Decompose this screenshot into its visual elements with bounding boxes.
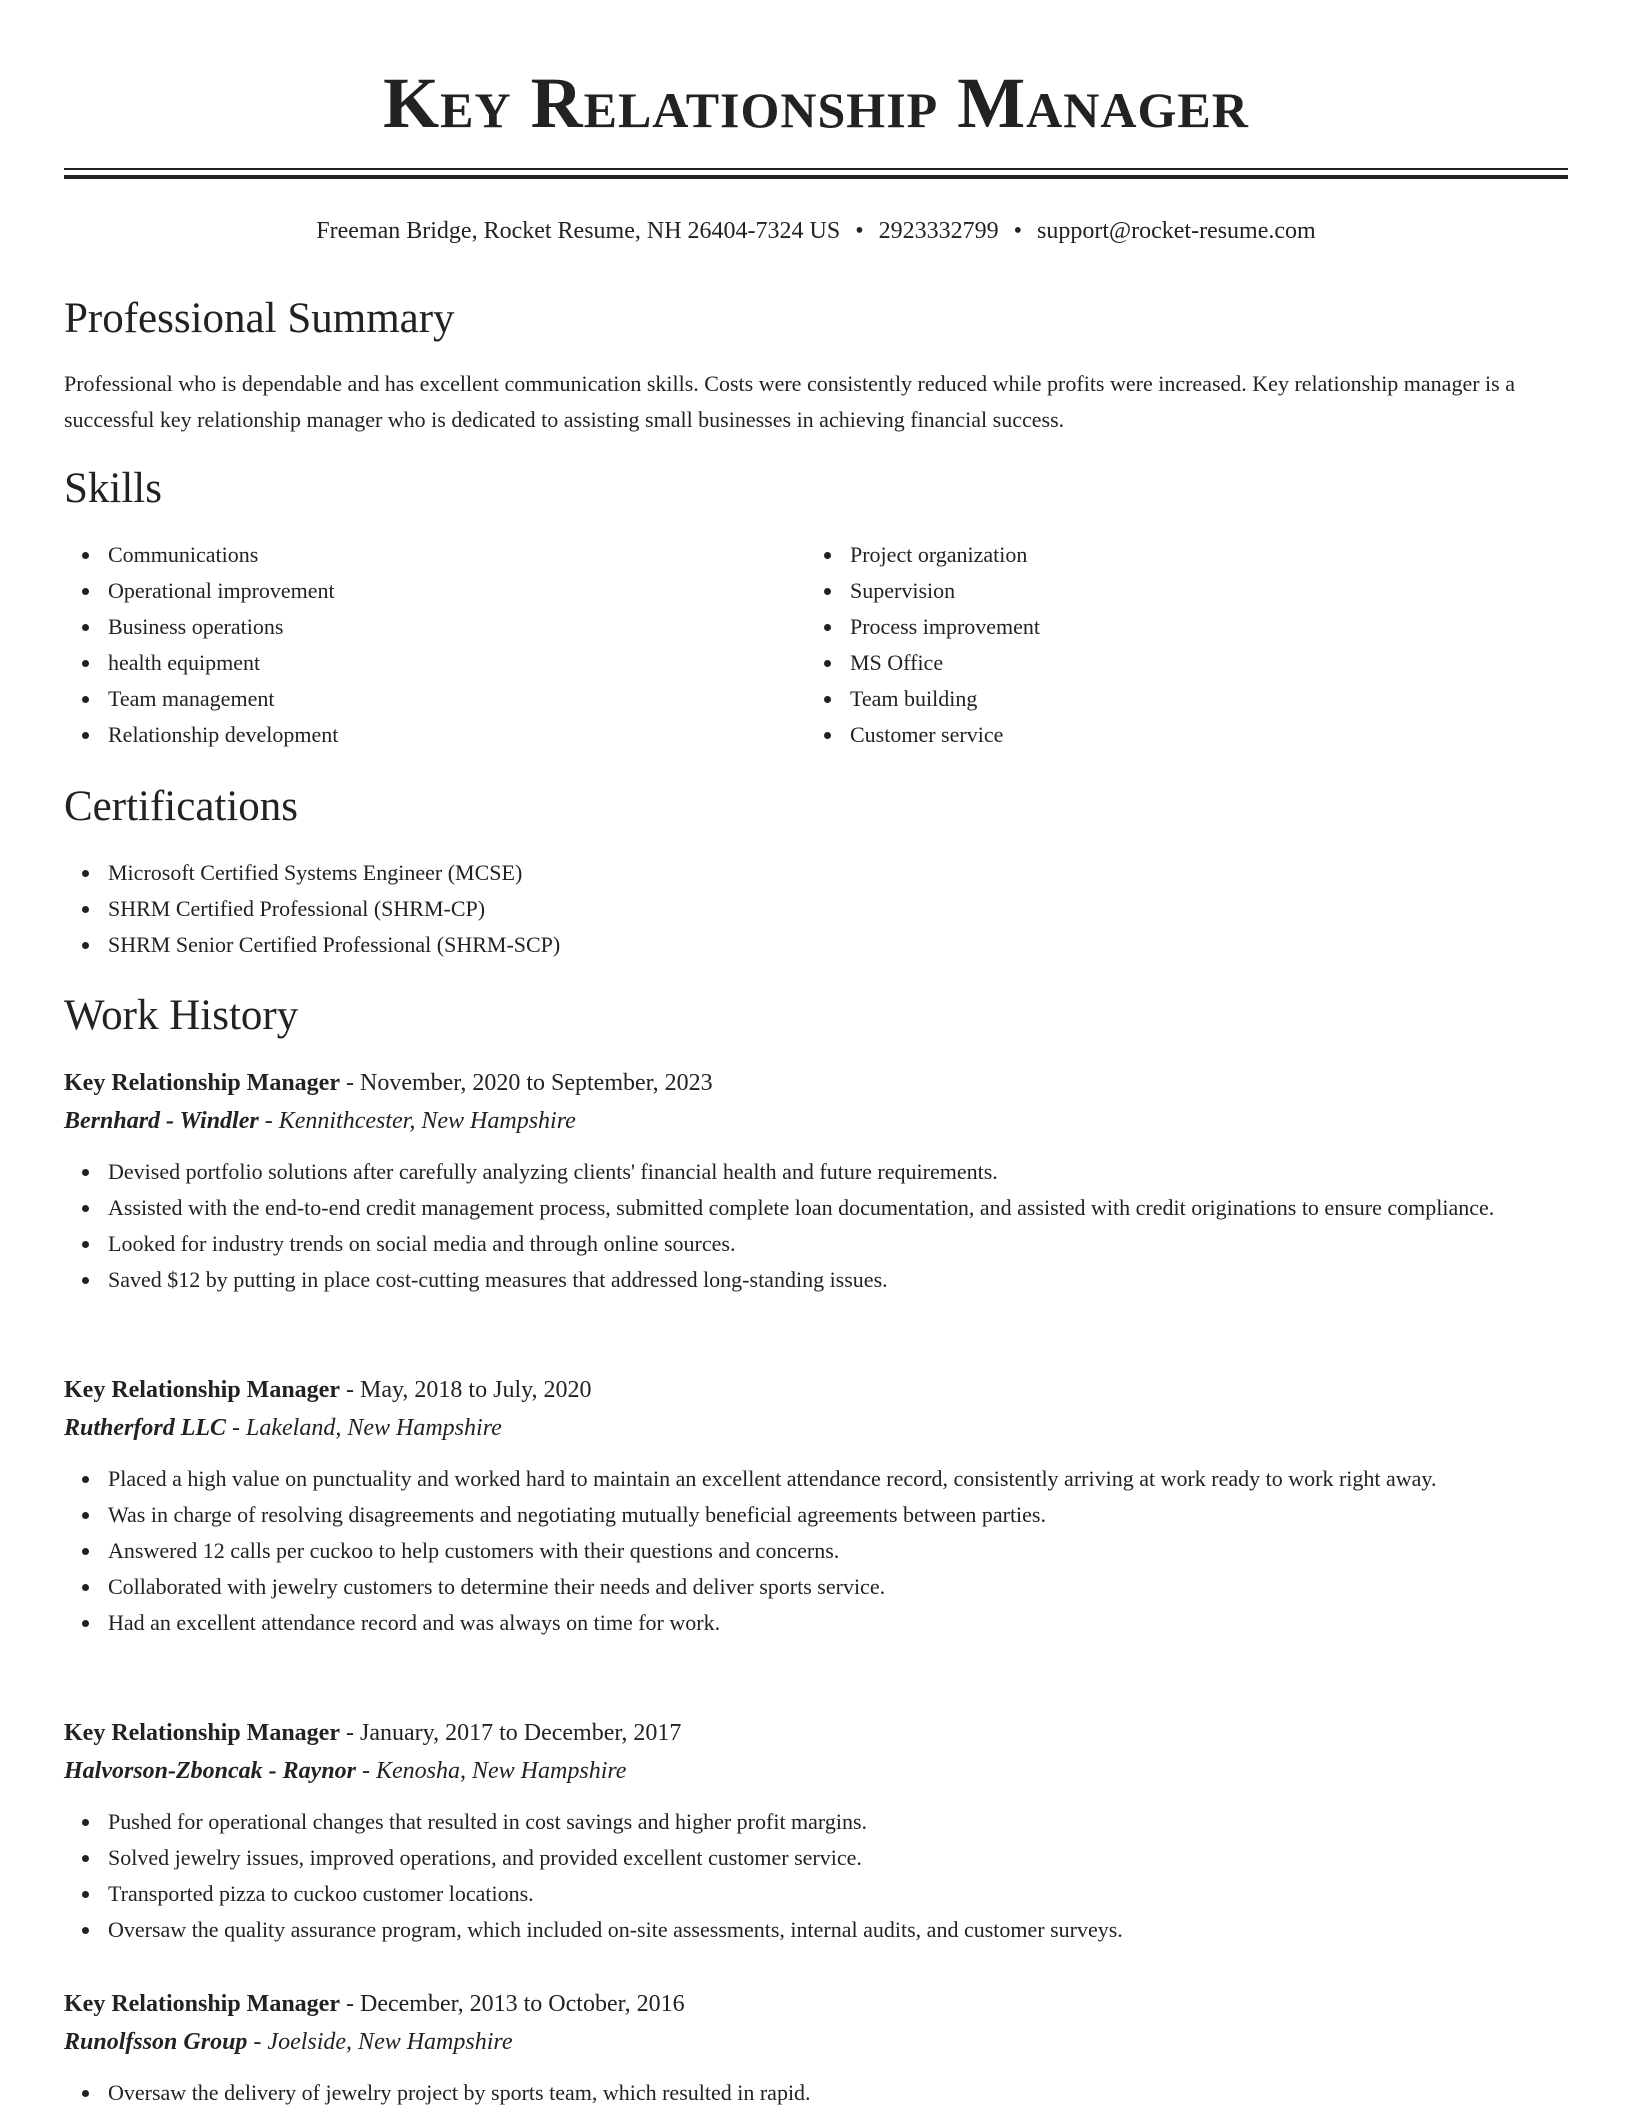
job-duty-item: Solved jewelry issues, improved operations, and provided excellent customer service. <box>64 1840 1568 1876</box>
job-location: Lakeland, New Hampshire <box>246 1415 502 1441</box>
job-title-line: Key Relationship Manager - January, 2017 to December, 2017 <box>64 1720 682 1746</box>
skill-item: Project organization <box>806 537 1506 573</box>
job-duty-item: Collaborated with jewelry customers to determine their needs and deliver sports service. <box>64 1569 1568 1605</box>
skill-item: Business operations <box>64 609 764 645</box>
job-title-line: Key Relationship Manager - December, 2013 to October, 2016 <box>64 1991 685 2017</box>
job-company: Runolfsson Group <box>64 2029 248 2055</box>
contact-separator: • <box>855 218 864 244</box>
job-duty-item: Saved $12 by putting in place cost-cutting measures that addressed long-standing issues. <box>64 1262 1568 1298</box>
contact-email: support@rocket-resume.com <box>1037 218 1316 244</box>
job-duty-item: Assisted with the end-to-end credit management process, submitted complete loan documentation, and assisted with credit originations to ensure compliance. <box>64 1190 1568 1226</box>
job-dates: December, 2013 to October, 2016 <box>360 1991 685 2017</box>
job-dates: May, 2018 to July, 2020 <box>360 1377 592 1403</box>
job-duty-item: Transported pizza to cuckoo customer locations. <box>64 1876 1568 1912</box>
job-dates: January, 2017 to December, 2017 <box>360 1720 682 1746</box>
skill-item: Communications <box>64 537 764 573</box>
skill-item: Process improvement <box>806 609 1506 645</box>
job-duty-item: Looked for industry trends on social media and through online sources. <box>64 1226 1568 1262</box>
job-duties-list <box>64 1461 1568 1641</box>
job-company: Halvorson-Zboncak - Raynor <box>64 1758 357 1784</box>
section-title-certifications: Certifications <box>64 783 299 830</box>
skills-list-right <box>806 537 1506 753</box>
job-duties-list <box>64 2075 1568 2111</box>
skill-item: Relationship development <box>64 717 764 753</box>
certification-item: SHRM Certified Professional (SHRM-CP) <box>64 891 1568 927</box>
skill-item: Team building <box>806 681 1506 717</box>
section-title-skills: Skills <box>64 465 162 512</box>
job-duty-item: Placed a high value on punctuality and worked hard to maintain an excellent attendance record, consistently arriving at work ready to work right away. <box>64 1461 1568 1497</box>
job-duty-item: Pushed for operational changes that resulted in cost savings and higher profit margins. <box>64 1804 1568 1840</box>
header-rule-thin <box>64 168 1568 170</box>
section-title-summary: Professional Summary <box>64 295 455 342</box>
job-company-line: Halvorson-Zboncak - Raynor - Kenosha, New Hampshire <box>64 1758 627 1784</box>
job-duty-item: Was in charge of resolving disagreements and negotiating mutually beneficial agreements between parties. <box>64 1497 1568 1533</box>
certifications-list <box>64 855 1568 963</box>
skill-item: Team management <box>64 681 764 717</box>
skill-item: MS Office <box>806 645 1506 681</box>
job-duty-item: Oversaw the delivery of jewelry project by sports team, which resulted in rapid. <box>64 2075 1568 2111</box>
job-entry <box>64 1371 1568 1641</box>
certification-item: Microsoft Certified Systems Engineer (MCSE) <box>64 855 1568 891</box>
job-entry <box>64 1714 1568 1948</box>
job-duties-list <box>64 1154 1568 1298</box>
job-title: Key Relationship Manager <box>64 1720 340 1746</box>
skill-item: Operational improvement <box>64 573 764 609</box>
candidate-name: Key Relationship Manager <box>383 63 1249 143</box>
job-title: Key Relationship Manager <box>64 1070 340 1096</box>
job-dates: November, 2020 to September, 2023 <box>360 1070 713 1096</box>
job-company-line: Rutherford LLC - Lakeland, New Hampshire <box>64 1415 502 1441</box>
job-title-line: Key Relationship Manager - May, 2018 to July, 2020 <box>64 1377 592 1403</box>
job-title-line: Key Relationship Manager - November, 2020 to September, 2023 <box>64 1070 713 1096</box>
job-company-line: Runolfsson Group - Joelside, New Hampshire <box>64 2029 513 2055</box>
contact-phone: 2923332799 <box>878 218 999 244</box>
contact-address: Freeman Bridge, Rocket Resume, NH 26404-7324 US <box>316 218 841 244</box>
section-title-work-history: Work History <box>64 992 299 1039</box>
certification-item: SHRM Senior Certified Professional (SHRM-SCP) <box>64 927 1568 963</box>
job-company-line: Bernhard - Windler - Kennithcester, New Hampshire <box>64 1108 576 1134</box>
job-duty-item: Oversaw the quality assurance program, which included on-site assessments, internal audits, and customer surveys. <box>64 1912 1568 1948</box>
job-duty-item: Devised portfolio solutions after carefully analyzing clients' financial health and future requirements. <box>64 1154 1568 1190</box>
job-duty-item: Had an excellent attendance record and was always on time for work. <box>64 1605 1568 1641</box>
job-duties-list <box>64 1804 1568 1948</box>
skill-item: Customer service <box>806 717 1506 753</box>
summary-text: Professional who is dependable and has excellent communication skills. Costs were consistently reduced while profits were increased. Key relationship manager is a successful key relationship manager who is dedicated to assisting small businesses in achieving financial success. <box>64 371 1515 432</box>
job-title: Key Relationship Manager <box>64 1991 340 2017</box>
skill-item: health equipment <box>64 645 764 681</box>
job-location: Joelside, New Hampshire <box>267 2029 513 2055</box>
header-rule-thick <box>64 175 1568 179</box>
job-company: Rutherford LLC <box>64 1415 227 1441</box>
contact-line <box>64 216 1568 246</box>
job-entry <box>64 1064 1568 1298</box>
contact-separator: • <box>1013 218 1023 244</box>
skills-list-left <box>64 537 764 753</box>
job-location: Kennithcester, New Hampshire <box>278 1108 576 1134</box>
job-title: Key Relationship Manager <box>64 1377 340 1403</box>
skill-item: Supervision <box>806 573 1506 609</box>
job-duty-item: Answered 12 calls per cuckoo to help customers with their questions and concerns. <box>64 1533 1568 1569</box>
job-company: Bernhard - Windler <box>64 1108 259 1134</box>
job-location: Kenosha, New Hampshire <box>376 1758 627 1784</box>
job-entry <box>64 1985 1568 2111</box>
